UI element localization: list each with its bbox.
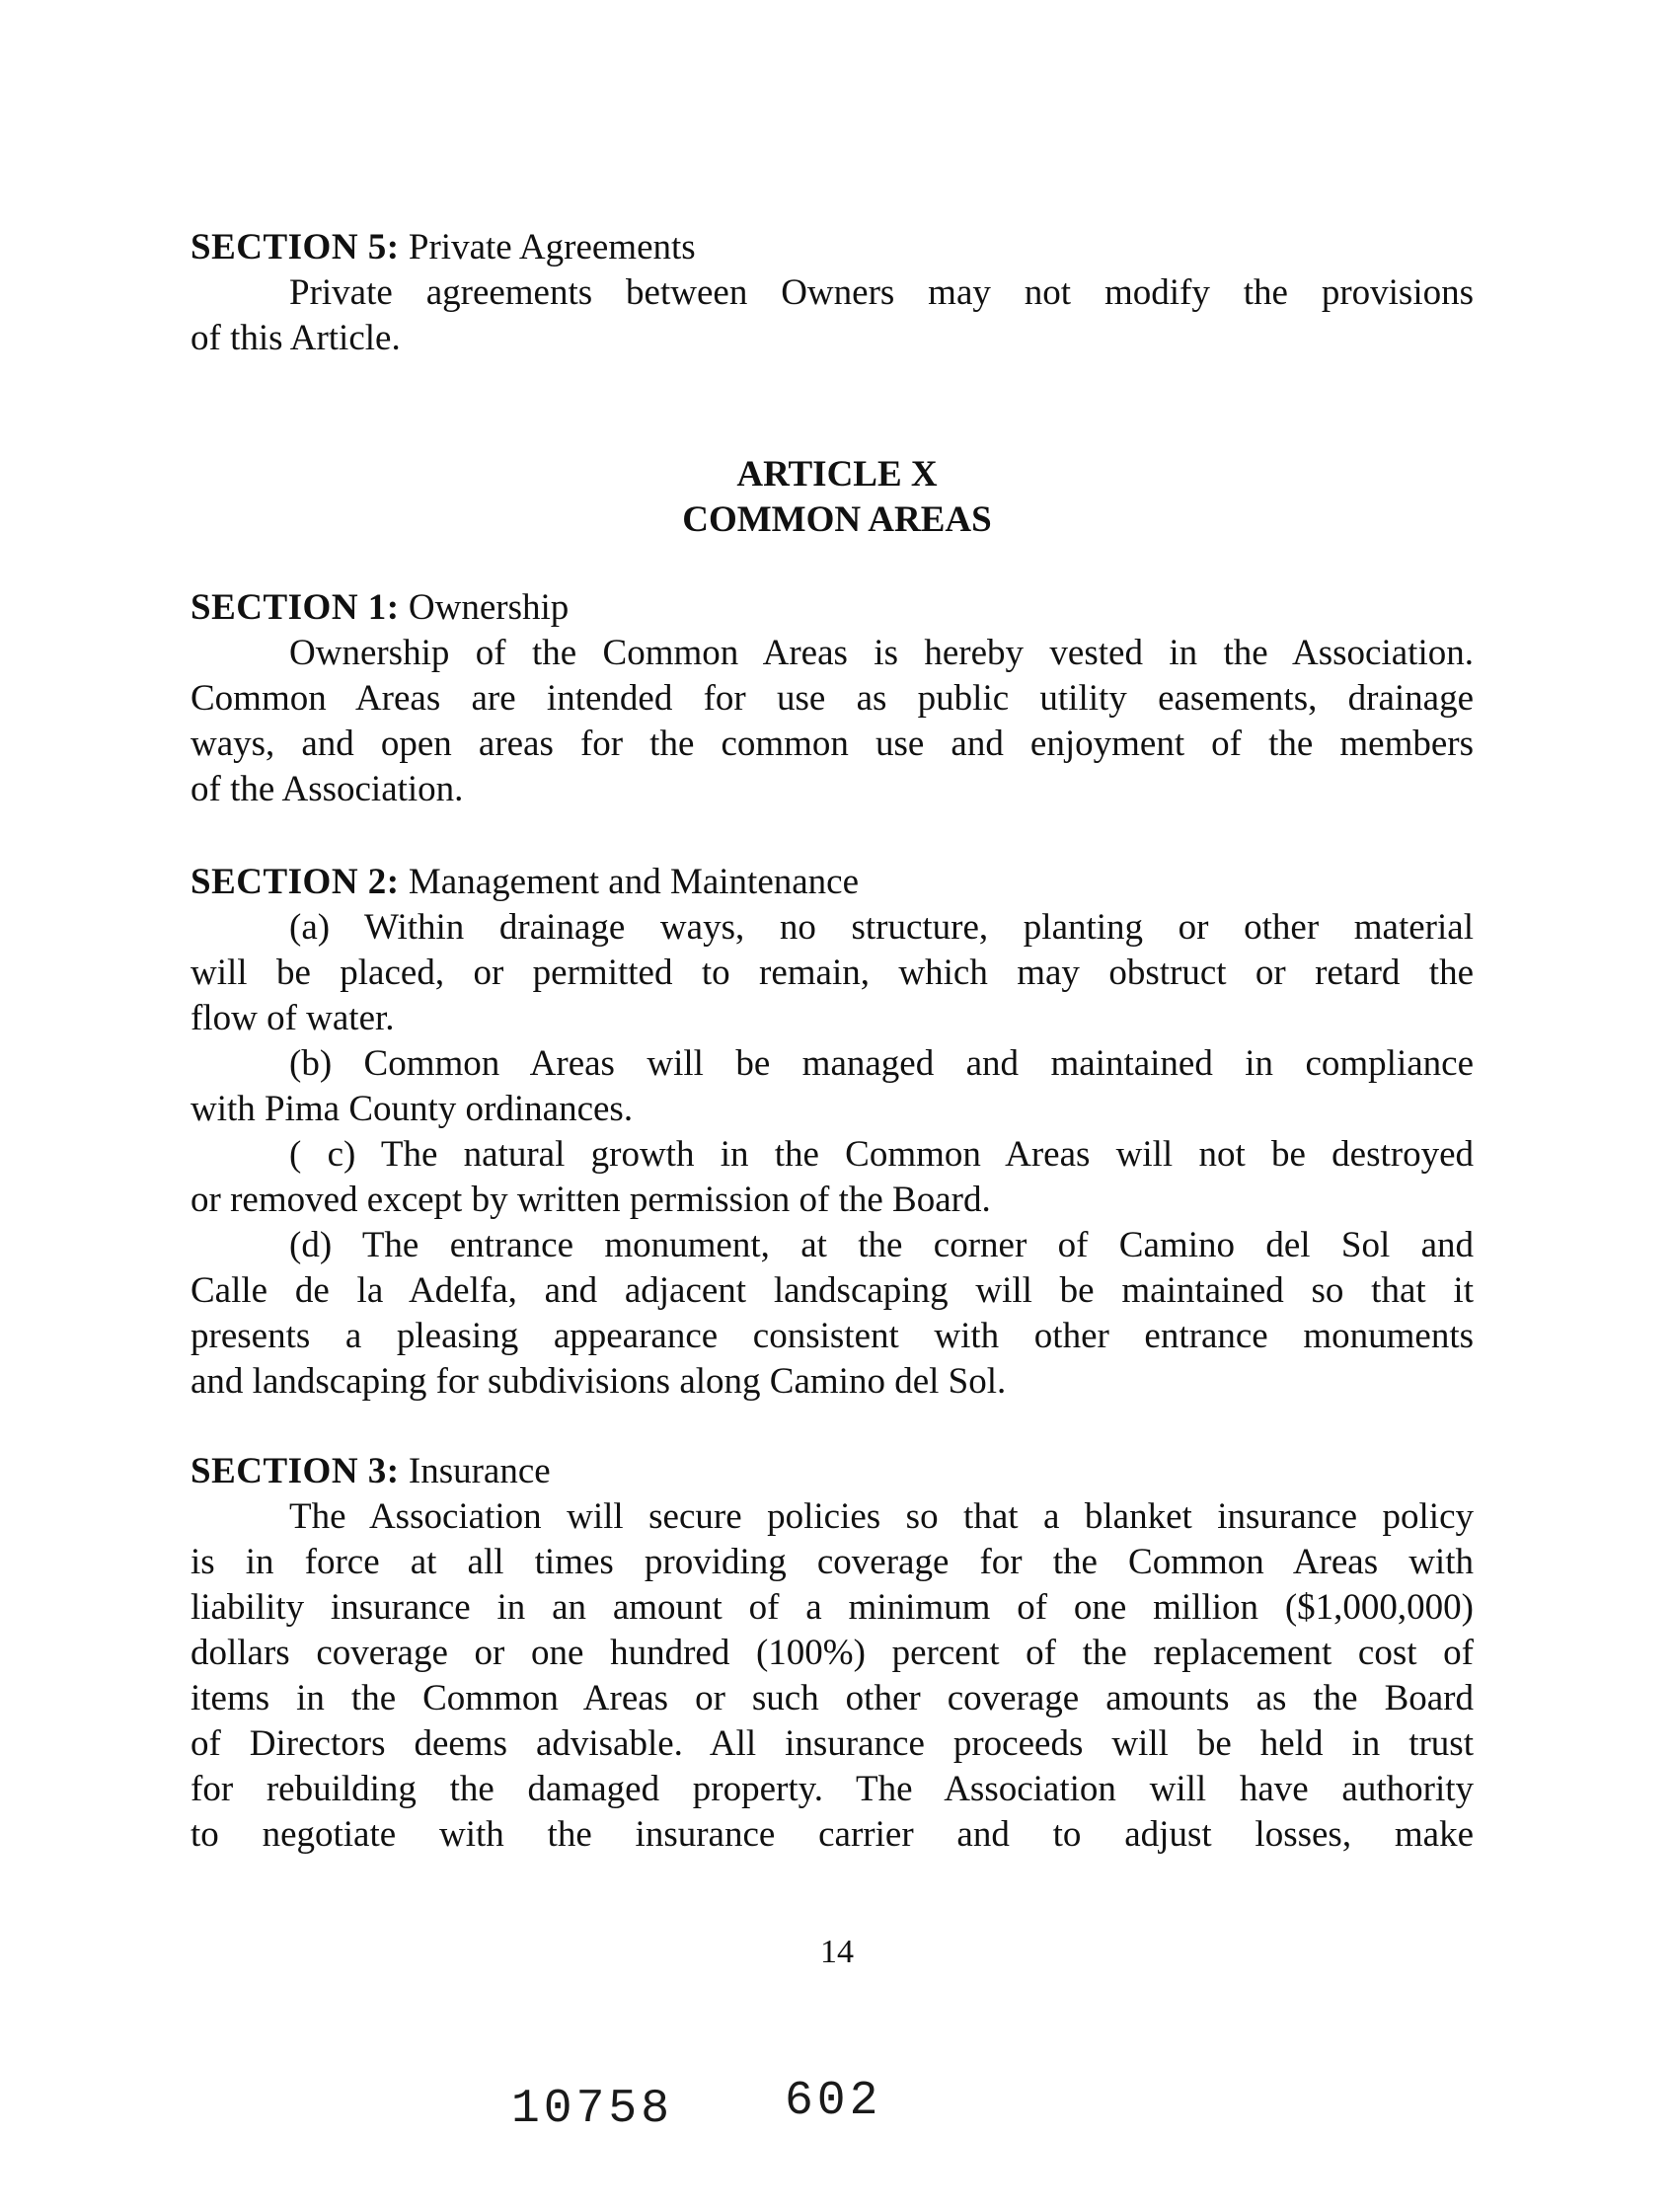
section-2-title: Management and Maintenance xyxy=(408,862,860,902)
section-3-line: of Directors deems advisable. All insurance proceeds will be held in trust xyxy=(190,1723,1474,1764)
section-2-line: or removed except by written permission of the Board. xyxy=(190,1180,991,1220)
section-3-line: to negotiate with the insurance carrier and to adjust losses, make xyxy=(190,1814,1474,1855)
section-2-line: ( c) The natural growth in the Common Areas will not be destroyed xyxy=(289,1134,1474,1175)
section-1-line: of the Association. xyxy=(190,769,464,809)
section-5 xyxy=(190,225,1474,361)
section-5-heading xyxy=(190,225,1474,270)
article-number: ARTICLE X xyxy=(736,454,938,495)
section-2-line: Calle de la Adelfa, and adjacent landscaping will be maintained so that it xyxy=(190,1270,1474,1311)
section-3-line: liability insurance in an amount of a minimum of one million ($1,000,000) xyxy=(190,1587,1474,1628)
section-2-line: and landscaping for subdivisions along Camino del Sol. xyxy=(190,1361,1007,1402)
section-5-line: Private agreements between Owners may not modify the provisions xyxy=(289,272,1474,313)
section-2 xyxy=(190,860,1474,1405)
section-1-title: Ownership xyxy=(408,587,570,628)
section-5-label: SECTION 5: xyxy=(190,227,400,267)
section-1-line: Ownership of the Common Areas is hereby vested in the Association. xyxy=(289,633,1474,673)
section-3 xyxy=(190,1449,1474,1858)
section-2-line: will be placed, or permitted to remain, which may obstruct or retard the xyxy=(190,953,1474,993)
section-2-line: presents a pleasing appearance consistent with other entrance monuments xyxy=(190,1316,1474,1356)
section-1-heading xyxy=(190,585,1474,631)
section-3-heading xyxy=(190,1449,1474,1494)
section-1-line: Common Areas are intended for use as public utility easements, drainage xyxy=(190,678,1474,719)
recording-stamp-page: 602 xyxy=(785,2075,882,2128)
page-number: 14 xyxy=(820,1934,854,1970)
section-2-heading xyxy=(190,860,1474,905)
section-3-line: is in force at all times providing coverage for the Common Areas with xyxy=(190,1542,1474,1582)
section-3-title: Insurance xyxy=(408,1451,551,1491)
section-1-label: SECTION 1: xyxy=(190,587,400,628)
article-title: COMMON AREAS xyxy=(682,499,992,540)
section-1 xyxy=(190,585,1474,812)
section-5-title: Private Agreements xyxy=(408,227,696,267)
section-3-line: dollars coverage or one hundred (100%) percent of the replacement cost of xyxy=(190,1633,1474,1673)
section-3-label: SECTION 3: xyxy=(190,1451,400,1491)
section-2-line: (b) Common Areas will be managed and maintained in compliance xyxy=(289,1043,1474,1084)
section-2-line: with Pima County ordinances. xyxy=(190,1089,634,1129)
recording-stamp-docket: 10758 xyxy=(511,2083,674,2136)
section-2-label: SECTION 2: xyxy=(190,862,400,902)
section-2-line: flow of water. xyxy=(190,998,395,1038)
section-5-line: of this Article. xyxy=(190,318,401,358)
section-3-line: The Association will secure policies so that a blanket insurance policy xyxy=(289,1496,1474,1537)
section-2-line: (a) Within drainage ways, no structure, planting or other material xyxy=(289,907,1474,948)
section-2-line: (d) The entrance monument, at the corner of Camino del Sol and xyxy=(289,1225,1474,1265)
section-1-line: ways, and open areas for the common use and enjoyment of the members xyxy=(190,724,1474,764)
section-3-line: items in the Common Areas or such other coverage amounts as the Board xyxy=(190,1678,1474,1718)
section-3-line: for rebuilding the damaged property. The Association will have authority xyxy=(190,1769,1474,1809)
